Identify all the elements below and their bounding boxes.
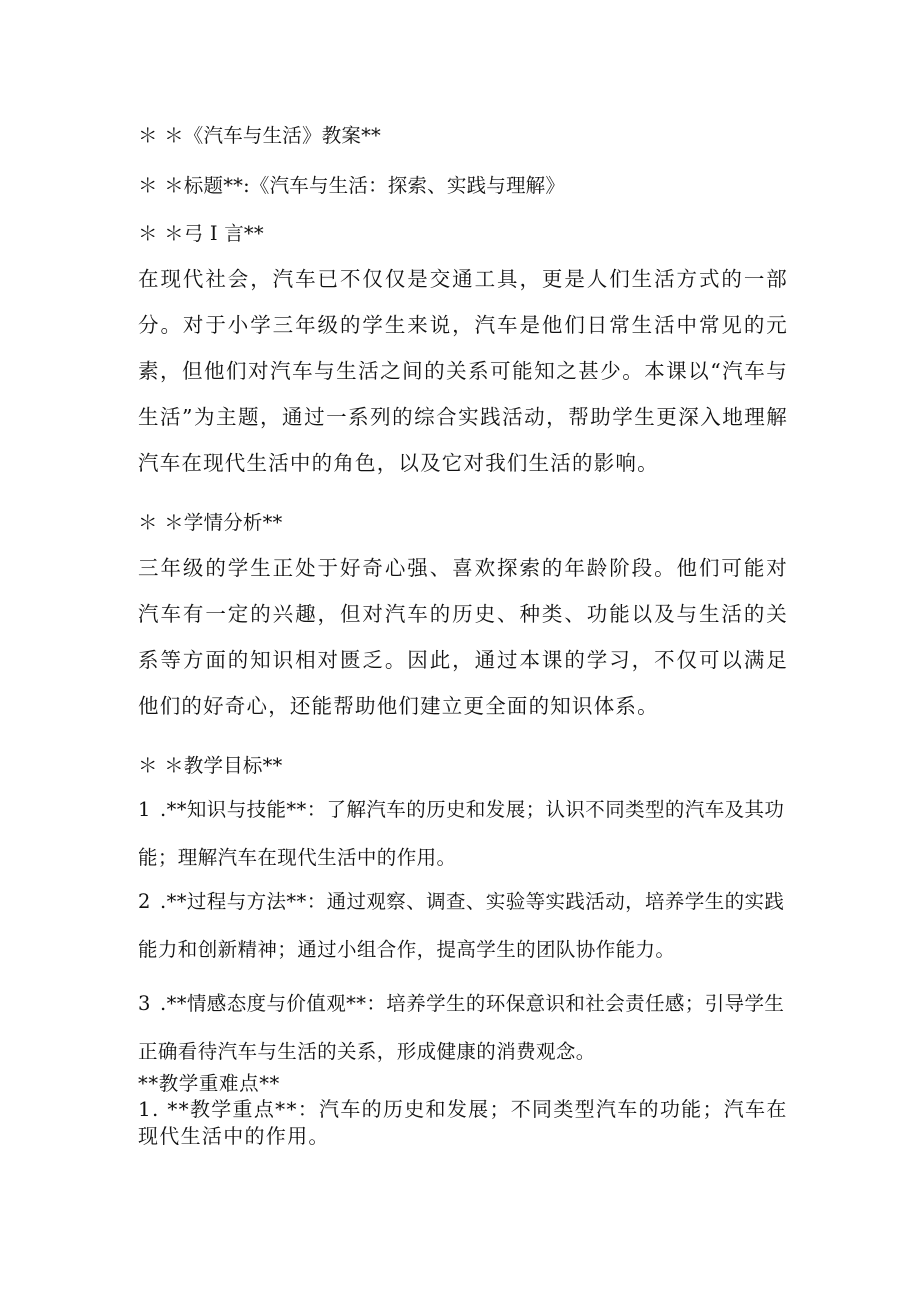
goal-text: .**过程与方法**：通过观察、调查、实验等实践活动，培养学生的实践能力和创新精神；通过小组合作，提高学生的团队协作能力。	[138, 890, 785, 961]
goal-text: .**情感态度与价值观**：培养学生的环保意识和社会责任感；引导学生正确看待汽车与生活的关系，形成健康的消费观念。	[138, 992, 785, 1063]
goal-number: 1	[138, 798, 151, 821]
intro-paragraph: 在现代社会，汽车已不仅仅是交通工具，更是人们生活方式的一部分。对于小学三年级的学生来说，汽车是他们日常生活中常见的元素，但他们对汽车与生活之间的关系可能知之甚少。本课以“汽车与生活”为主题，通过一系列的综合实践活动，帮助学生更深入地理解汽车在现代生活中的角色，以及它对我们生活的影响。	[138, 267, 788, 475]
intro-heading: ＊ ＊弓 I 言**	[138, 222, 264, 245]
goal-number: 3	[138, 992, 151, 1015]
analysis-paragraph: 三年级的学生正处于好奇心强、喜欢探索的年龄阶段。他们可能对汽车有一定的兴趣，但对汽车的历史、种类、功能以及与生活的关系等方面的知识相对匮乏。因此，通过本课的学习，不仅可以满足他们的好奇心，还能帮助他们建立更全面的知识体系。	[138, 556, 788, 718]
goal-item	[138, 980, 788, 1076]
goal-number: 2	[138, 890, 151, 913]
document-subtitle: ＊ ＊标题**:《汽车与生活：探索、实践与理解》	[138, 174, 566, 197]
difficulty-heading: **教学重难点**	[138, 1072, 280, 1095]
goals-heading: ＊ ＊教学目标**	[138, 754, 283, 777]
document-title: ＊ ＊《汽车与生活》教案**	[138, 124, 381, 147]
goal-item	[138, 878, 788, 974]
analysis-heading: ＊ ＊学情分析**	[138, 511, 283, 534]
difficulty-item: 1. **教学重点**：汽车的历史和发展；不同类型汽车的功能；汽车在现代生活中的作用。	[138, 1097, 788, 1148]
goal-item	[138, 786, 788, 882]
goal-text: .**知识与技能**：了解汽车的历史和发展；认识不同类型的汽车及其功能；理解汽车在现代生活中的作用。	[138, 798, 785, 869]
